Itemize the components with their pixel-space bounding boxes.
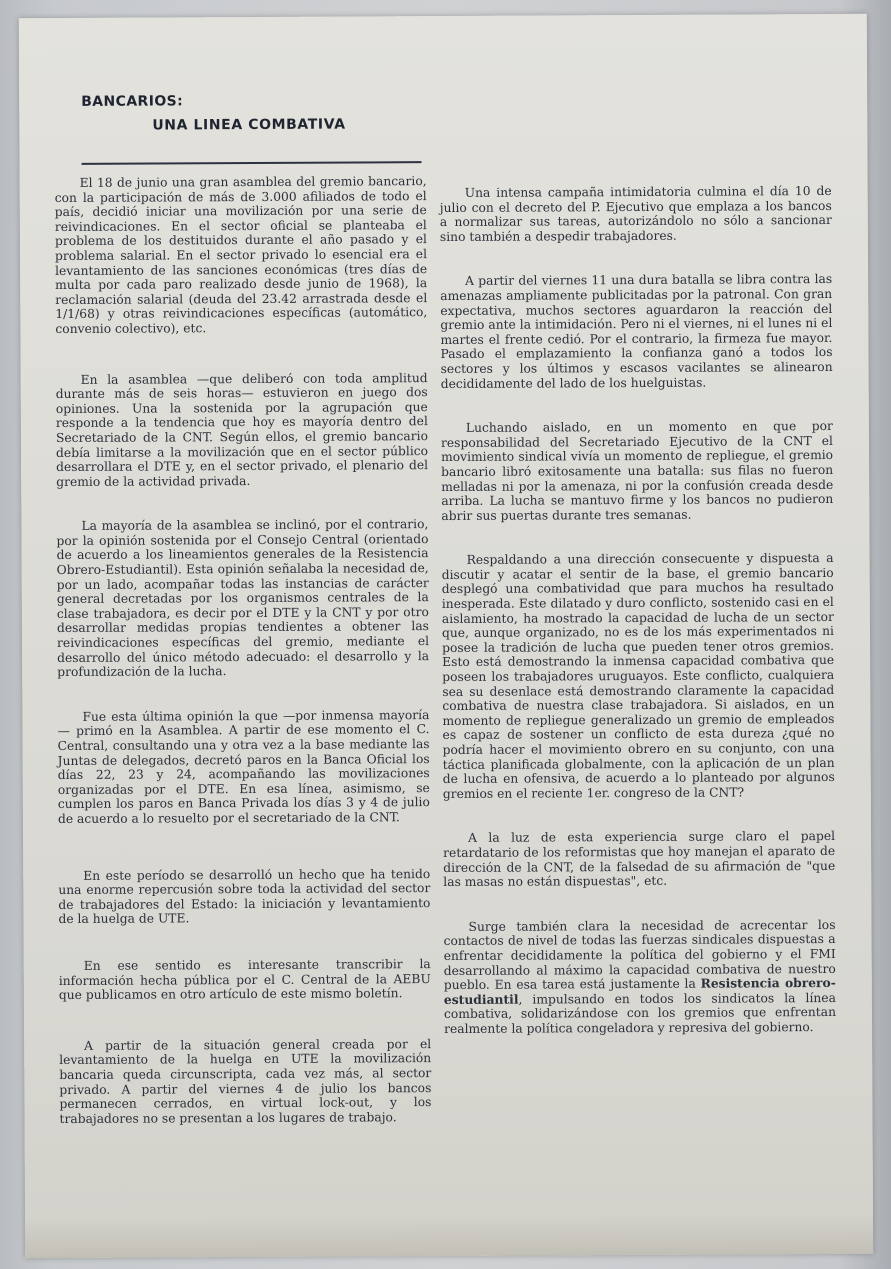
- closing-text-after: , impulsando en todos los sindicatos la línea combativa, solidarizándose con los gremios que enfrentan realmente la política congeladora y represiva del gobierno.: [443, 990, 837, 1036]
- paragraph: A partir de la situación general creada por el levantamiento de la huelga en UTE la movilización bancaria queda circunscripta, cada vez más, al sector privado. A partir del viernes 4 de julio los bancos permanecen cerrados, en virtual lock-out, y los trabajadores no se presentan a los lugares de trabajo.: [59, 1036, 432, 1126]
- article-headline: [81, 92, 421, 134]
- paragraph: Fue esta última opinión la que —por inmensa mayoría— primó en la Asamblea. A partir de ese momento el C. Central, consultando una y otra vez a la base mediante las Juntas de delegados, decretó paros en la Banca Oficial los días 22, 23 y 24, acompañando las movilizaciones organizadas por el DTE. En esa línea, asimismo, se cumplen los paros en Banca Privada los días 3 y 4 de julio de acuerdo a lo resuelto por el secretariado de la CNT.: [57, 707, 430, 827]
- paragraph: La mayoría de la asamblea se inclinó, por el contrario, por la opinión sostenida por el Consejo Central (orientado de acuerdo a los lineamientos generales de la Resistencia Obrero-Estudiantil). Esta opinión señalaba la necesidad de, por un lado, acompañar todas las instancias de carácter general decretadas por los organismos centrales de la clase trabajadora, es decir por el DTE y la CNT y por otro desarrollar medidas propias tendientes a obtener las reivindicaciones específicas del gremio, mediante el desarrollo del único método adecuado: el desarrollo y la profundización de la lucha.: [56, 517, 430, 680]
- article-title: UNA LINEA COMBATIVA: [152, 116, 346, 134]
- paragraph: Una intensa campaña intimidatoria culmina el día 10 de julio con el decreto del P. Ejecutivo que emplaza a los bancos a normalizar sus tareas, autorizándolo no sólo a sancionar sino también a despedir trabajadores.: [439, 183, 832, 244]
- left-column: [55, 174, 432, 1126]
- paragraph: A la luz de esta experiencia surge claro el papel retardatario de los reformistas que hoy manejan el aparato de dirección de la CNT, de la falsedad de su afirmación de "que las masas no están dispuestas", etc.: [443, 829, 836, 890]
- paragraph: A partir del viernes 11 una dura batalla se libra contra las amenazas ampliamente publicitadas por la patronal. Con gran expectativa, muchos sectores aguardaron la reacción del gremio ante la intimidación. Pero ni el viernes, ni el lunes ni el martes el frente cedió. Por el contrario, la firmeza fue mayor. Pasado el emplazamiento la confianza ganó a todos los sectores y los últimos y escasos vacilantes se alinearon decididamente del lado de los huelguistas.: [440, 272, 833, 391]
- paragraph: En este período se desarrolló un hecho que ha tenido una enorme repercusión sobre toda la actividad del sector de trabajadores del Estado: la iniciación y levantamiento de la huelga de UTE.: [58, 866, 431, 927]
- closing-paragraph: [443, 918, 836, 1037]
- newspaper-page: [19, 14, 873, 1258]
- paragraph: En la asamblea —que deliberó con toda amplitud durante más de seis horas— estuvieron en juego dos opiniones. Una la sostenida por la agrupación que responde a la tendencia que hoy es mayoría dentro del Secretariado de la CNT. Según ellos, el gremio bancario debía limitarse a la movilización que en el sector público desarrollara el DTE y, en el sector privado, el plenario del gremio de la actividad privada.: [55, 370, 429, 489]
- closing-bold-text: Resistencia obrero-estudiantil: [443, 975, 836, 1007]
- article-kicker: BANCARIOS:: [81, 93, 184, 110]
- paragraph: El 18 de junio una gran asamblea del gremio bancario, con la participación de más de 3.000 afiliados de todo el país, decidió iniciar una movilización por una serie de reivindicaciones. En el sector oficial se planteaba el problema de los destituidos durante el año pasado y el problema salarial. En el sector privado lo esencial era el levantamiento de las sanciones económicas (tres días de multa por cada paro realizado desde junio de 1968), la reclamación salarial (deuda del 23.42 arrastrada desde el 1/1/68) y otras reivindicaciones específicas (automático, convenio colectivo), etc.: [54, 174, 428, 336]
- paragraph: En ese sentido es interesante transcribir la información hecha pública por el C. Central de la AEBU que publicamos en otro artículo de este mismo boletín.: [58, 957, 431, 1003]
- headline-rule: [82, 161, 422, 165]
- right-column: [440, 184, 836, 1037]
- paragraph: Luchando aislado, en un momento en que por responsabilidad del Secretariado Ejecutivo de la CNT el movimiento sindical vivía un momento de repliegue, el gremio bancario libró exitosamente una batalla: sus filas no fueron melladas ni por la amenaza, ni por la confusión creada desde arriba. La lucha se mantuvo firme y los bancos no pudieron abrir sus puertas durante tres semanas.: [440, 419, 834, 523]
- closing-text-before: Surge también clara la necesidad de acrecentar los contactos de nivel de todas las fuerzas sindicales dispuestas a enfrentar decididamente la política del gobierno y el FMI desarrollando al máximo la capacidad combativa de nuestro pueblo. En esa tarea está justamente la: [443, 917, 836, 993]
- paragraph: Respaldando a una dirección consecuente y dispuesta a discutir y acatar el sentir de la base, el gremio bancario desplegó una combatividad que para muchos ha resultado inesperada. Este dilatado y duro conflicto, sostenido casi en el aislamiento, ha mostrado la capacidad de lucha de un sector que, aunque organizado, no es de los más experimentados ni posee la tradición de lucha que pueden tener otros gremios. Esto está demostrando la inmensa capacidad combativa que poseen los trabajadores uruguayos. Este conflicto, cualquiera sea su desenlace está demostrando claramente la capacidad combativa de nuestra clase trabajadora. Si aislados, en un momento de repliegue generalizado un gremio de empleados es capaz de sostener un conflicto de esta dureza ¿qué no podría hacer el movimiento obrero en su conjunto, con una táctica planificada globalmente, con la aplicación de un plan de lucha en ofensiva, de acuerdo a lo planteado por algunos gremios en el reciente 1er. congreso de la CNT?: [441, 551, 835, 801]
